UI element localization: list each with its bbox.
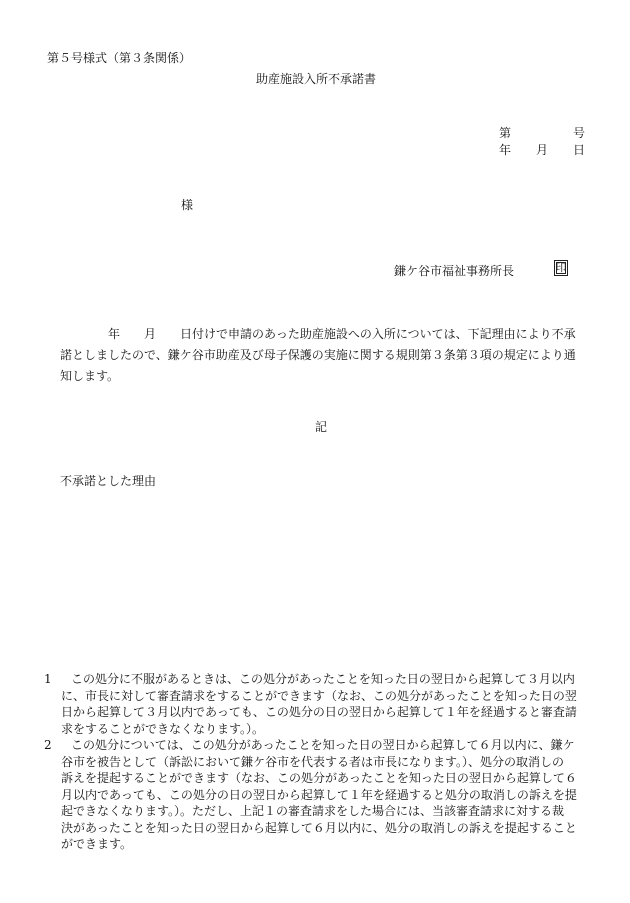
- note-line: 日から起算して３月以内であっても、この処分の日の翌日から起算して１年を経過すると審査請: [61, 705, 577, 719]
- document-number-go: 号: [572, 126, 585, 140]
- note-number: 2: [44, 738, 52, 752]
- date-month-label: 月: [536, 143, 549, 157]
- note-number: 1: [44, 672, 52, 686]
- note-line: 求をすることができなくなります。）。: [61, 721, 265, 736]
- date-year-label: 年: [499, 143, 512, 157]
- addressee-honorific: 様: [181, 198, 194, 212]
- seal-icon: 印: [555, 261, 567, 274]
- issuer-name: 鎌ケ谷市福祉事務所長: [394, 264, 515, 278]
- note-line: ができます。: [61, 837, 133, 851]
- form-number: 第５号様式（第３条関係）: [47, 51, 192, 65]
- note-line: に、市長に対して審査請求をすることができます（なお、この処分があったことを知った日の翌: [61, 688, 577, 703]
- note-line: 訴えを提起することができます（なお、この処分があったことを知った日の翌日から起算して６: [61, 771, 577, 785]
- notice-body-line-1: 年 月 日付けで申請のあった助産施設への入所については、下記理由により不承: [108, 327, 576, 341]
- ki-heading: 記: [315, 420, 328, 434]
- reason-label: 不承諾とした理由: [60, 474, 157, 488]
- note-line: この処分に不服があるときは、この処分があったことを知った日の翌日から起算して３月以内: [71, 672, 575, 686]
- note-item-2: [44, 737, 604, 853]
- notes-section: [44, 671, 604, 853]
- document-number-dai: 第: [499, 126, 512, 140]
- notice-body-line-3: 知します。: [60, 369, 120, 383]
- note-line: 谷市を被告として（訴訟において鎌ケ谷市を代表する者は市長になります。）、処分の取消しの: [61, 754, 565, 769]
- document-number-line: [499, 124, 585, 142]
- note-item-1: [44, 671, 604, 737]
- note-line: 決があったことを知った日の翌日から起算して６月以内に、処分の取消しの訴えを提起すること: [61, 820, 577, 835]
- notice-body-line-2: 諾としましたので、鎌ケ谷市助産及び母子保護の実施に関する規則第３条第３項の規定により通: [60, 348, 576, 362]
- note-line: 起できなくなります。）。ただし、上記１の審査請求をした場合には、当該審査請求に対する裁: [61, 804, 565, 818]
- note-line: この処分については、この処分があったことを知った日の翌日から起算して６月以内に、鎌ケ: [71, 738, 575, 752]
- date-day-label: 日: [573, 143, 586, 157]
- notice-body: [60, 324, 590, 387]
- document-title: 助産施設入所不承諾書: [256, 72, 377, 86]
- note-line: 月以内であっても、この処分の日の翌日から起算して１年を経過すると処分の取消しの訴えを提: [61, 787, 577, 802]
